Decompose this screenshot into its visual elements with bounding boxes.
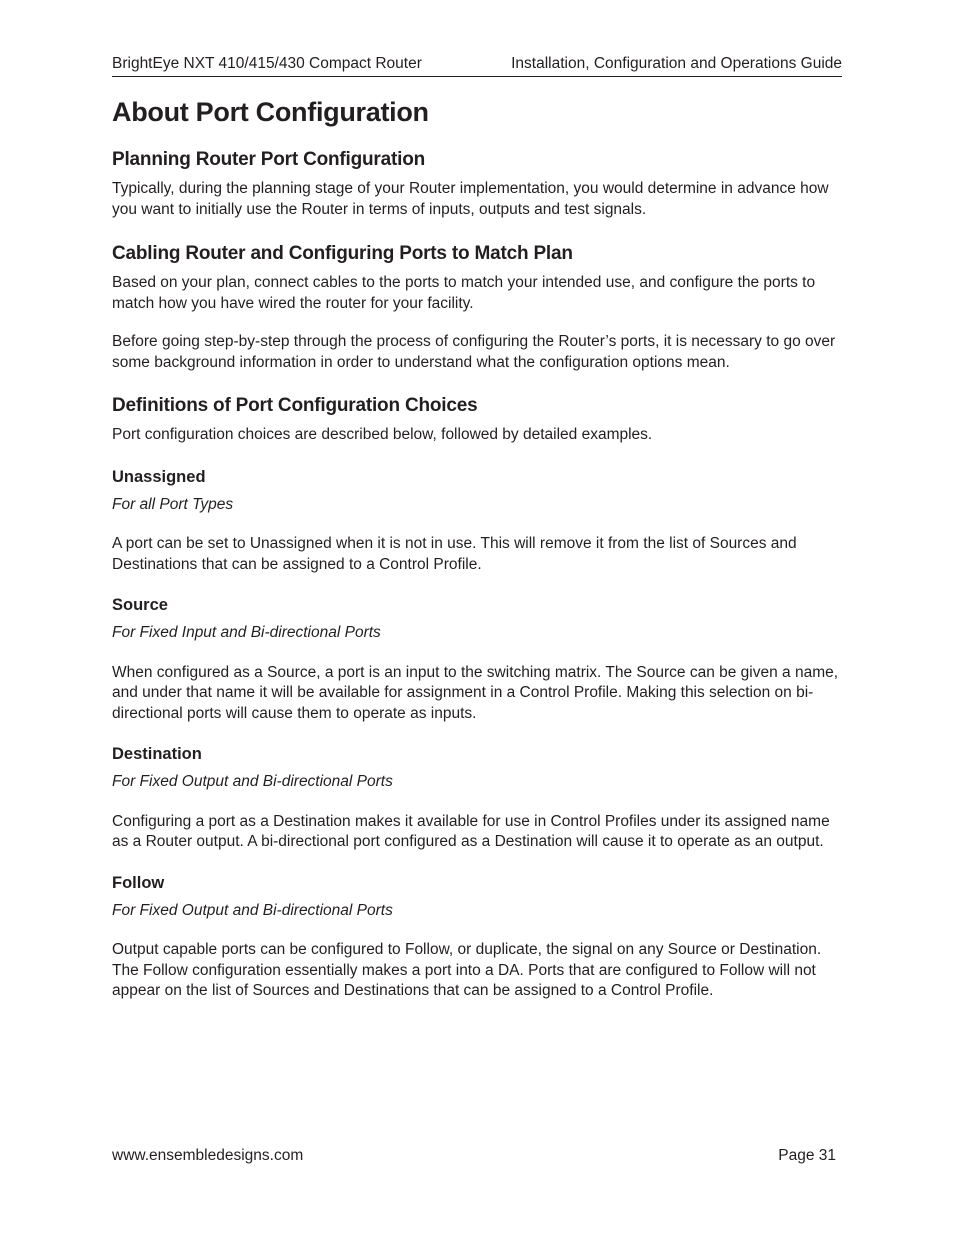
- section-heading-planning: Planning Router Port Configuration: [112, 149, 426, 170]
- choice-applies-unassigned: For all Port Types: [112, 495, 234, 513]
- choice-heading-unassigned: Unassigned: [112, 467, 206, 486]
- section-cabling: [112, 242, 842, 373]
- choice-heading-destination: Destination: [112, 745, 202, 763]
- choice-heading-source: Source: [112, 596, 168, 614]
- section-planning: [112, 148, 842, 220]
- choice-heading-follow: Follow: [112, 873, 165, 892]
- paragraph: Typically, during the planning stage of your Router implementation, you would determine in advance how you want to initially use the Router in terms of inputs, outputs and test signals.: [112, 180, 829, 218]
- choice-follow: [112, 873, 842, 1002]
- paragraph: Port configuration choices are described below, followed by detailed examples.: [112, 426, 653, 443]
- section-definitions: [112, 394, 842, 446]
- choice-body-destination: Configuring a port as a Destination makes it available for use in Control Profiles under its assigned name as a Router output. A bi-directional port configured as a Destination will cause it to operate as an output.: [112, 812, 830, 850]
- paragraph: Based on your plan, connect cables to the ports to match your intended use, and configure the ports to match how you have wired the router for your facility.: [112, 274, 816, 312]
- header-guide-title: Installation, Configuration and Operations Guide: [511, 55, 842, 72]
- choice-body-unassigned: A port can be set to Unassigned when it is not in use. This will remove it from the list of Sources and Destinations that can be assigned to a Control Profile.: [112, 535, 797, 573]
- header-product-title: BrightEye NXT 410/415/430 Compact Router: [112, 55, 422, 72]
- page-header: [112, 54, 842, 77]
- paragraph: Before going step-by-step through the process of configuring the Router’s ports, it is necessary to go over some background information in order to understand what the configuration options mean.: [112, 333, 836, 371]
- choice-body-source: When configured as a Source, a port is an input to the switching matrix. The Source can be given a name, and under that name it will be available for assignment in a Control Profile. Making this selection on bi-directional ports will cause them to operate as inputs.: [112, 663, 839, 722]
- section-heading-cabling: Cabling Router and Configuring Ports to Match Plan: [112, 243, 573, 264]
- footer-website: www.ensembledesigns.com: [112, 1147, 304, 1164]
- choice-body-follow: Output capable ports can be configured to Follow, or duplicate, the signal on any Source or Destination. The Follow configuration essentially makes a port into a DA. Ports that are configured to Follow will not appear on the list of Sources and Destinations that can be assigned to a Control Profile.: [112, 941, 822, 999]
- section-heading-definitions: Definitions of Port Configuration Choices: [112, 395, 478, 416]
- choice-source: [112, 595, 842, 724]
- choice-applies-destination: For Fixed Output and Bi-directional Ports: [112, 773, 393, 790]
- choice-applies-source: For Fixed Input and Bi-directional Ports: [112, 624, 381, 641]
- page-title: About Port Configuration: [112, 97, 429, 127]
- choice-unassigned: [112, 467, 842, 576]
- page-content: [112, 95, 842, 1020]
- choice-destination: [112, 744, 842, 853]
- choice-applies-follow: For Fixed Output and Bi-directional Ports: [112, 901, 393, 919]
- footer-page-number: Page 31: [778, 1147, 836, 1164]
